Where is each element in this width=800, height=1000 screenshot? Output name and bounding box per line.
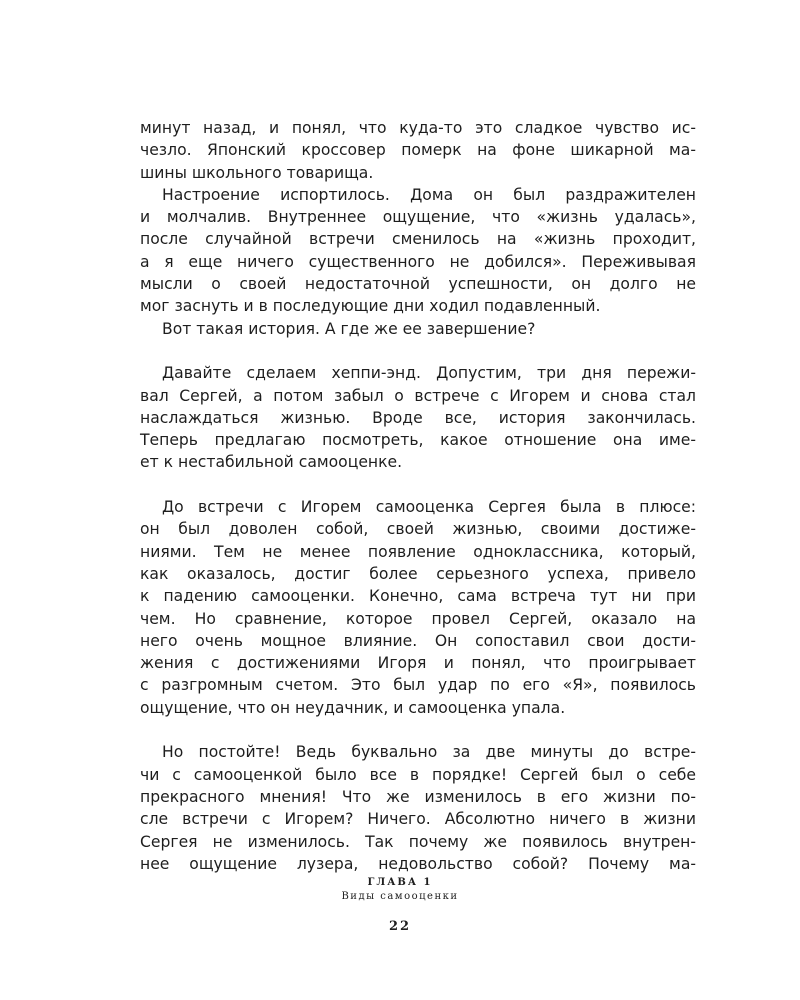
- text-line: наслаждаться жизнью. Вроде все, история закончилась.: [140, 408, 696, 427]
- text-line: сле встречи с Игорем? Ничего. Абсолютно ничего в жизни: [140, 810, 696, 829]
- text-line: с разгромным счетом. Это был удар по его «Я», появилось: [140, 676, 696, 695]
- text-line: и молчалив. Внутреннее ощущение, что «жизнь удалась»,: [140, 208, 696, 227]
- text-line: До встречи с Игорем самооценка Сергея была в плюсе:: [162, 498, 696, 517]
- text-line: Вот такая история. А где же ее завершение?: [162, 319, 536, 338]
- text-line: а я еще ничего существенного не добился». Переживывая: [140, 252, 696, 271]
- paragraph-gap: [140, 340, 696, 362]
- text-line: шины школьного товарища.: [140, 163, 374, 182]
- text-line: Давайте сделаем хеппи-энд. Допустим, три дня пережи-: [162, 364, 696, 383]
- page-number: 22: [388, 919, 412, 934]
- text-line: ощущение, что он неудачник, и самооценка упала.: [140, 698, 566, 717]
- text-line: жения с достижениями Игоря и понял, что проигрывает: [140, 654, 696, 673]
- text-line: как оказалось, достиг более серьезного успеха, привело: [140, 564, 696, 583]
- text-line: после случайной встречи сменилось на «жизнь проходит,: [140, 230, 696, 249]
- text-line: чи с самооценкой было все в порядке! Сергей был о себе: [140, 765, 696, 784]
- text-line: мог заснуть и в последующие дни ходил подавленный.: [140, 297, 601, 316]
- text-line: к падению самооценки. Конечно, сама встреча тут ни при: [140, 587, 696, 606]
- text-line: минут назад, и понял, что куда-то это сладкое чувство ис-: [140, 119, 696, 137]
- text-line: прекрасного мнения! Что же изменилось в его жизни по-: [140, 787, 696, 806]
- text-line: ет к нестабильной самооценке.: [140, 453, 403, 472]
- chapter-label: ГЛАВА 1: [367, 877, 433, 888]
- text-line: мысли о своей недостаточной успешности, он долго не: [140, 275, 696, 294]
- text-line: Сергея не изменилось. Так почему же появилось внутрен-: [140, 832, 696, 851]
- body-text: [140, 117, 696, 875]
- text-line: чезло. Японский кроссовер померк на фоне шикарной ма-: [140, 141, 696, 160]
- paragraph-gap: [140, 474, 696, 496]
- text-line: него очень мощное влияние. Он сопоставил свои дости-: [140, 631, 696, 650]
- text-line: вал Сергей, а потом забыл о встрече с Игорем и снова стал: [140, 386, 696, 405]
- text-line: Но постойте! Ведь буквально за две минуты до встре-: [162, 743, 696, 762]
- chapter-title: Виды самооценки: [341, 891, 459, 902]
- text-line: чем. Но сравнение, которое провел Сергей, оказало на: [140, 609, 696, 628]
- text-line: он был доволен собой, своей жизнью, своими достиже-: [140, 520, 696, 539]
- text-line: ниями. Тем не менее появление одноклассника, который,: [140, 542, 696, 561]
- text-line: Настроение испортилось. Дома он был раздражителен: [162, 185, 696, 204]
- paragraph-gap: [140, 719, 696, 741]
- text-line: Теперь предлагаю посмотреть, какое отношение она име-: [140, 431, 696, 450]
- text-line: нее ощущение лузера, недовольство собой? Почему ма-: [140, 854, 696, 873]
